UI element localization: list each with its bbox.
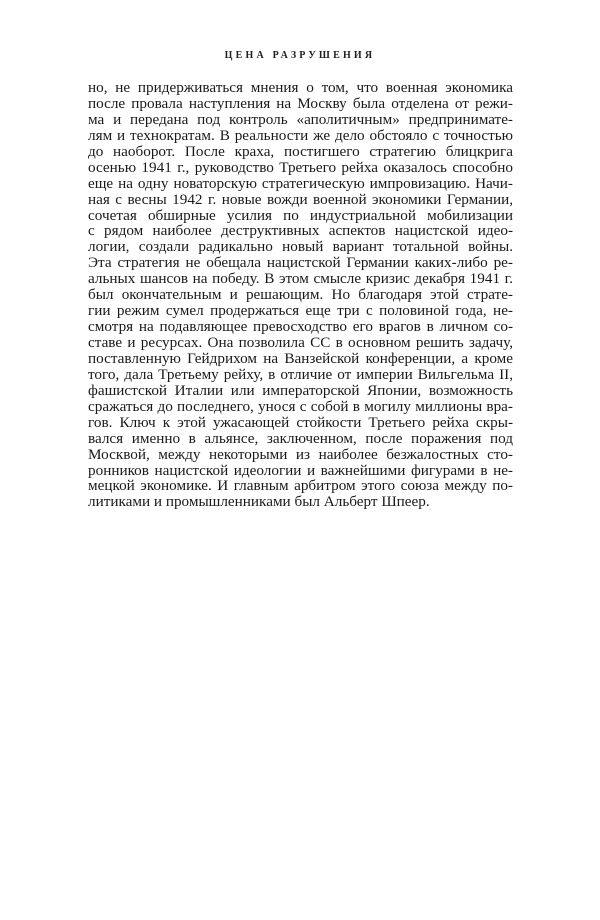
text-line: Эта стратегия не обещала нацистской Германии каких-либо ре- <box>88 254 513 272</box>
text-line: логии, создали радикально новый вариант тотальной войны. <box>88 238 513 256</box>
text-line: еще на одну новаторскую стратегическую импровизацию. Начи- <box>88 174 513 192</box>
text-line: мецкой экономике. И главным арбитром этого союза между по- <box>88 477 513 495</box>
text-line: с рядом наиболее деструктивных аспектов нацистской идео- <box>88 222 513 240</box>
text-line: Москвой, между некоторыми из наиболее безжалостных сто- <box>88 445 513 463</box>
text-line: фашистской Италии или императорской Японии, возможность <box>88 381 513 399</box>
text-line: до наоборот. После краха, постигшего стратегию блицкрига <box>88 142 513 160</box>
text-line: ронников нацистской идеологии и важнейшими фигурами в не- <box>88 461 513 479</box>
text-line: смотря на подавляющее превосходство его врагов в личном со- <box>88 318 513 336</box>
text-line: гов. Ключ к этой ужасающей стойкости Третьего рейха скры- <box>88 413 513 431</box>
text-line: вался именно в альянсе, заключенном, после поражения под <box>88 429 513 447</box>
text-line: ставе и ресурсах. Она позволила СС в основном решить задачу, <box>88 334 513 351</box>
text-line: литиками и промышленниками был Альберт Шпеер. <box>88 493 430 511</box>
text-line: был окончательным и решающим. Но благодаря этой страте- <box>88 286 513 304</box>
text-line: осенью 1941 г., руководство Третьего рейха оказалось способно <box>88 158 513 176</box>
text-line: альных шансов на победу. В этом смысле кризис декабря 1941 г. <box>88 270 513 288</box>
text-line: сражаться до последнего, унося с собой в могилу миллионы вра- <box>88 397 513 415</box>
text-line: но, не придерживаться мнения о том, что военная экономика <box>88 79 513 96</box>
text-line: лям и технократам. В реальности же дело обстояло с точностью <box>88 126 513 144</box>
text-line: сочетая обширные усилия по индустриальной мобилизации <box>88 206 513 224</box>
text-line: ная с весны 1942 г. новые вожди военной экономики Германии, <box>88 190 513 208</box>
body-text <box>88 80 513 510</box>
text-line: поставленную Гейдрихом на Ванзейской конференции, а кроме <box>88 349 513 367</box>
running-header: ЦЕНА РАЗРУШЕНИЯ <box>224 50 376 61</box>
text-line: после провала наступления на Москву была отделена от режи- <box>88 94 513 112</box>
text-line: ма и передана под контроль «аполитичным» предпринимате- <box>88 110 513 128</box>
text-line: гии режим сумел продержаться еще три с половиной года, не- <box>88 302 513 320</box>
text-line: того, дала Третьему рейху, в отличие от империи Вильгельма II, <box>88 365 513 383</box>
